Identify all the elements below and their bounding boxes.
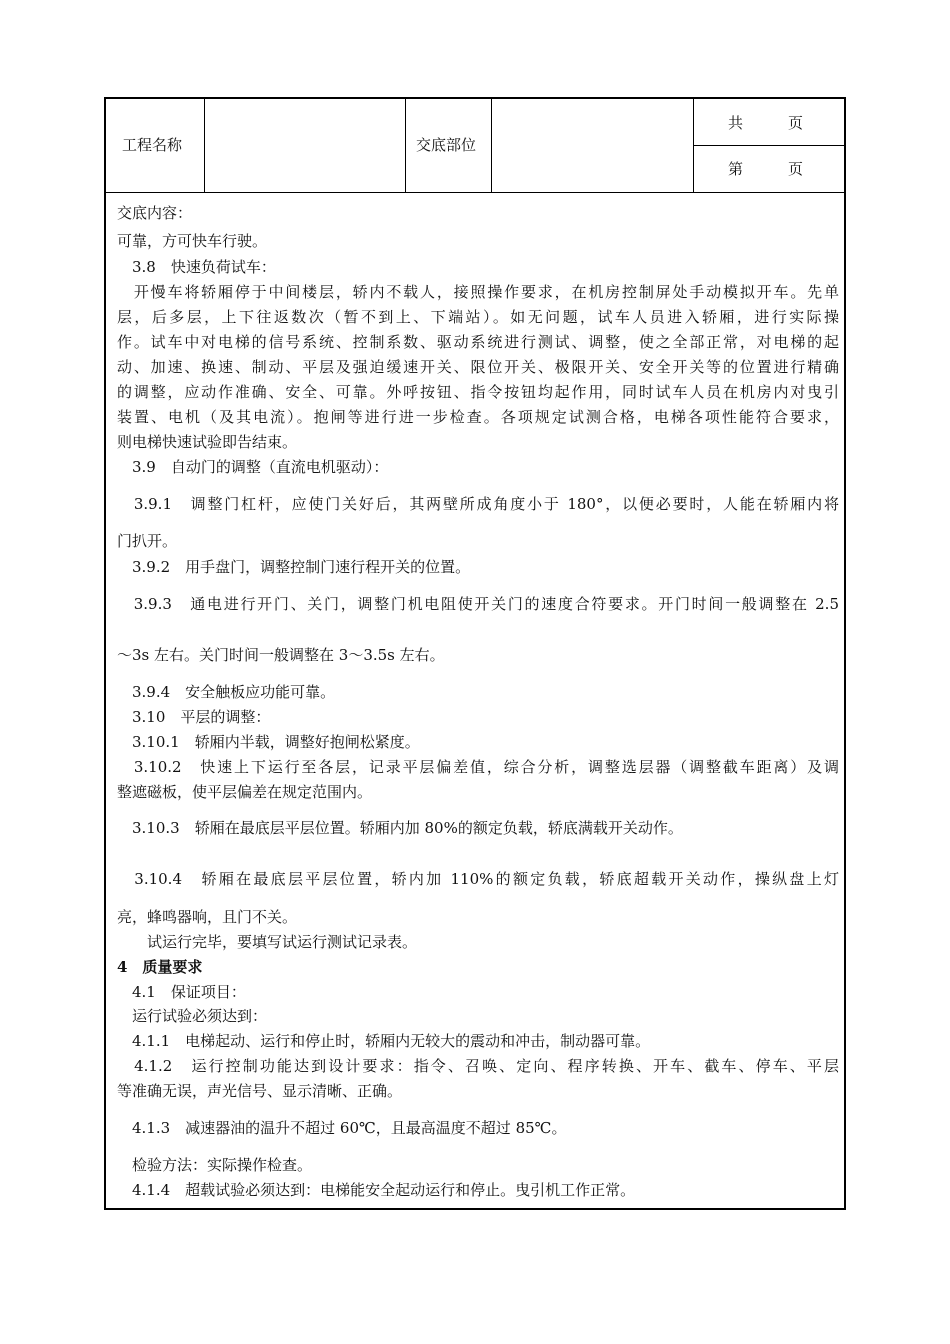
content-label: 交底内容： <box>117 204 193 222</box>
location-label: 交底部位 <box>416 136 477 154</box>
content-body <box>106 193 844 1208</box>
header-divider <box>204 99 205 192</box>
text-line: 动、加速、换速、制动、平层及强迫缓速开关、限位开关、极限开关、安全开关等的位置进行精确 <box>117 358 839 376</box>
section-heading: 4 质量要求 <box>117 958 203 976</box>
text-line: 可靠，方可快车行驶。 <box>117 232 268 250</box>
text-line: 3.9.4 安全触板应功能可靠。 <box>117 683 336 701</box>
text-line: 的调整，应动作准确、安全、可靠。外呼按钮、指令按钮均起作用，同时试车人员在机房内对曳引 <box>117 383 839 401</box>
text-line: ～3s 左右。关门时间一般调整在 3～3.5s 左右。 <box>117 646 445 664</box>
header-divider <box>693 145 844 146</box>
text-line: 3.9.1 调整门杠杆，应使门关好后，其两壁所成角度小于 180°，以便必要时，人能在轿厢内将 <box>117 495 839 513</box>
page-number: 第 页 <box>728 160 804 178</box>
text-line: 4.1.4 超载试验必须达到：电梯能安全起动运行和停止。曳引机工作正常。 <box>117 1181 636 1199</box>
text-line: 层，后多层，上下往返数次（暂不到上、下端站）。如无问题，试车人员进入轿厢，进行实际操 <box>117 308 839 326</box>
text-line: 3.9.2 用手盘门，调整控制门速行程开关的位置。 <box>117 558 471 576</box>
text-line: 试运行完毕，要填写试运行测试记录表。 <box>117 933 418 951</box>
text-line: 3.10.3 轿厢在最底层平层位置。轿厢内加 80%的额定负载，轿底满载开关动作。 <box>117 819 683 837</box>
text-line: 装置、电机（及其电流）。抱闸等进行进一步检查。各项规定试测合格，电梯各项性能符合要求， <box>117 408 839 426</box>
section-heading: 3.8 快速负荷试车： <box>117 258 276 276</box>
text-line: 3.10.2 快速上下运行至各层，记录平层偏差值，综合分析，调整选层器（调整截车距离）及调 <box>117 758 839 776</box>
text-line: 则电梯快速试验即告结束。 <box>117 433 298 451</box>
text-line: 门扒开。 <box>117 532 178 550</box>
text-line: 整遮磁板，使平层偏差在规定范围内。 <box>117 783 373 801</box>
section-heading: 3.9 自动门的调整（直流电机驱动）： <box>117 458 389 476</box>
text-line: 检验方法：实际操作检查。 <box>117 1156 313 1174</box>
text-line: 4.1.2 运行控制功能达到设计要求：指令、召唤、定向、程序转换、开车、截车、停车、平层 <box>117 1057 839 1075</box>
text-line: 亮，蜂鸣器响，且门不关。 <box>117 908 298 926</box>
form-header <box>106 99 844 193</box>
total-pages: 共 页 <box>728 114 804 132</box>
text-line: 3.10.1 轿厢内半载，调整好抱闸松紧度。 <box>117 733 420 751</box>
section-heading: 3.10 平层的调整： <box>117 708 271 726</box>
project-name-label: 工程名称 <box>122 136 183 154</box>
text-line: 4.1.1 电梯起动、运行和停止时，轿厢内无较大的震动和冲击，制动器可靠。 <box>117 1032 651 1050</box>
disclosure-form <box>104 97 846 1210</box>
text-line: 运行试验必须达到： <box>117 1007 268 1025</box>
text-line: 4.1.3 减速器油的温升不超过 60℃，且最高温度不超过 85℃。 <box>117 1119 567 1137</box>
text-line: 开慢车将轿厢停于中间楼层，轿内不载人，接照操作要求，在机房控制屏处手动模拟开车。先单 <box>117 283 839 301</box>
header-divider <box>491 99 492 192</box>
text-line: 作。试车中对电梯的信号系统、控制系数、驱动系统进行测试、调整，使之全部正常，对电梯的起 <box>117 333 839 351</box>
text-line: 等准确无误，声光信号、显示清晰、正确。 <box>117 1082 403 1100</box>
text-line: 3.10.4 轿厢在最底层平层位置，轿内加 110%的额定负载，轿底超载开关动作，操纵盘上灯 <box>117 870 839 888</box>
text-line: 3.9.3 通电进行开门、关门，调整门机电阻使开关门的速度合符要求。开门时间一般调整在 2.5 <box>117 595 839 613</box>
header-divider <box>405 99 406 192</box>
section-heading: 4.1 保证项目： <box>117 983 246 1001</box>
